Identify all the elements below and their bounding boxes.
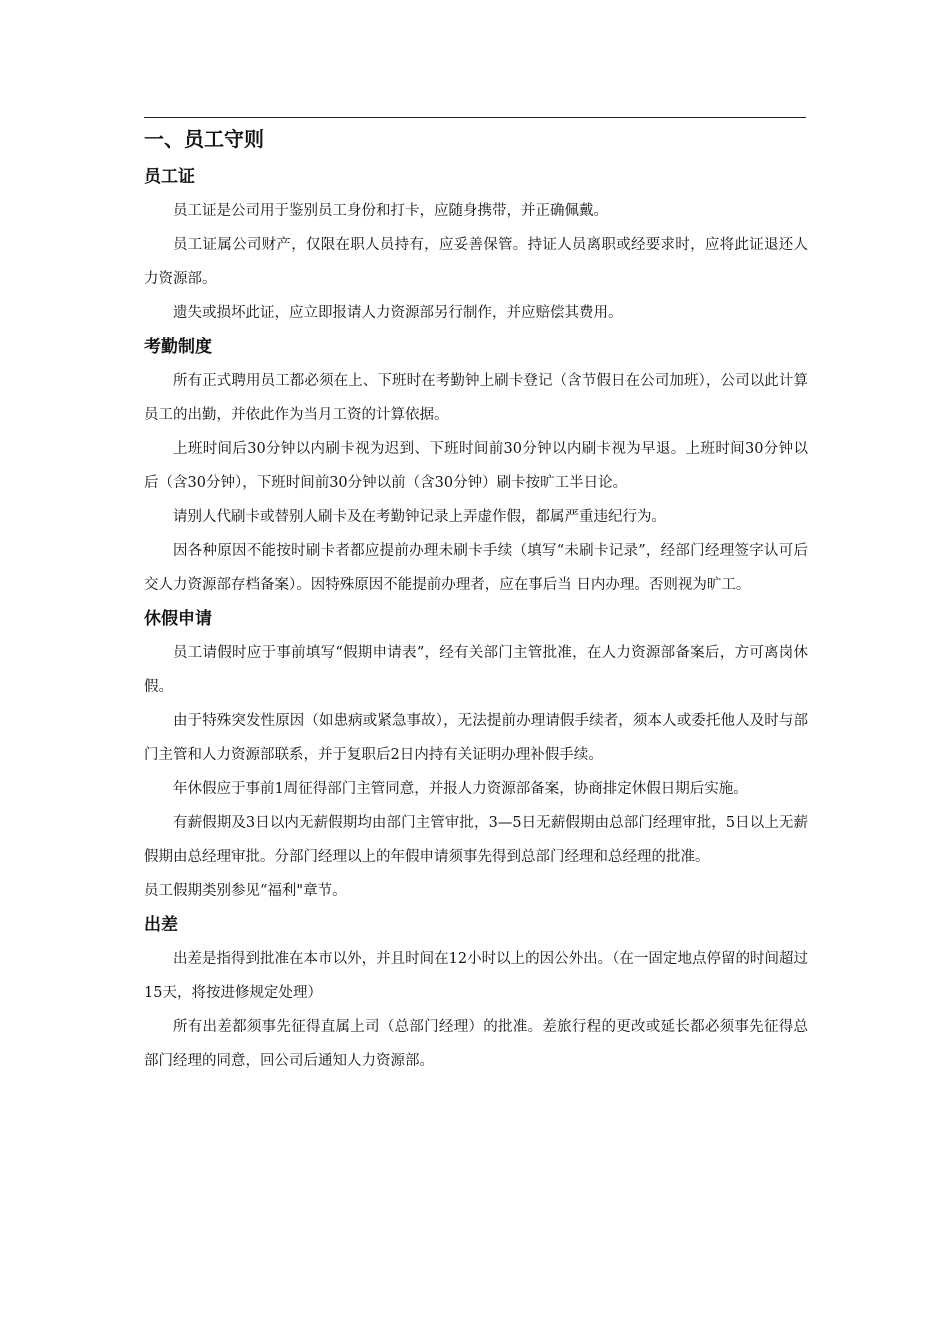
paragraph: 员工请假时应于事前填写“假期申请表”，经有关部门主管批准，在人力资源部备案后，方可离岗休假。 <box>144 645 808 695</box>
paragraph: 遗失或损坏此证，应立即报请人力资源部另行制作，并应赔偿其费用。 <box>173 305 623 321</box>
paragraph: 所有正式聘用员工都必须在上、下班时在考勤钟上刷卡登记（含节假日在公司加班），公司以此计算员工的出勤，并依此作为当月工资的计算依据。 <box>144 373 808 423</box>
leave-note: 员工假期类别参见“福利"章节。 <box>144 883 347 899</box>
paragraph: 员工证是公司用于鉴别员工身份和打卡，应随身携带，并正确佩戴。 <box>173 203 608 219</box>
section-heading-leave-request: 休假申请 <box>144 609 212 629</box>
paragraph: 上班时间后30分钟以内刷卡视为迟到、下班时间前30分钟以内刷卡视为早退。上班时间30分钟以后（含30分钟），下班时间前30分钟以前（含30分钟）刷卡按旷工半日论。 <box>144 441 808 491</box>
section-heading-employee-badge: 员工证 <box>144 167 195 187</box>
paragraph: 出差是指得到批准在本市以外，并且时间在12小时以上的因公外出。（在一固定地点停留的时间超过15天，将按进修规定处理） <box>144 951 808 1001</box>
paragraph: 由于特殊突发性原因（如患病或紧急事故），无法提前办理请假手续者，须本人或委托他人及时与部门主管和人力资源部联系，并于复职后2日内持有关证明办理补假手续。 <box>144 713 808 763</box>
header-rule <box>144 117 806 118</box>
section-heading-attendance: 考勤制度 <box>144 337 212 357</box>
section-heading-business-trip: 出差 <box>144 915 178 935</box>
paragraph: 所有出差都须事先征得直属上司（总部门经理）的批准。差旅行程的更改或延长都必须事先征得总部门经理的同意，回公司后通知人力资源部。 <box>144 1019 808 1069</box>
document-body <box>144 126 808 1078</box>
paragraph: 因各种原因不能按时刷卡者都应提前办理未刷卡手续（填写“未刷卡记录”，经部门经理签字认可后交人力资源部存档备案）。因特殊原因不能提前办理者，应在事后当 日内办理。否则视为旷工。 <box>144 543 808 593</box>
paragraph: 请别人代刷卡或替别人刷卡及在考勤钟记录上弄虚作假，都属严重违纪行为。 <box>173 509 666 525</box>
paragraph: 员工证属公司财产，仅限在职人员持有，应妥善保管。持证人员离职或经要求时，应将此证退还人力资源部。 <box>144 237 808 287</box>
chapter-title: 一、员工守则 <box>144 127 264 151</box>
paragraph: 年休假应于事前1周征得部门主管同意，并报人力资源部备案，协商排定休假日期后实施。 <box>173 781 748 797</box>
paragraph: 有薪假期及3日以内无薪假期均由部门主管审批，3—5日无薪假期由总部门经理审批，5日以上无薪假期由总经理审批。分部门经理以上的年假申请须事先得到总部门经理和总经理的批准。 <box>144 815 808 865</box>
